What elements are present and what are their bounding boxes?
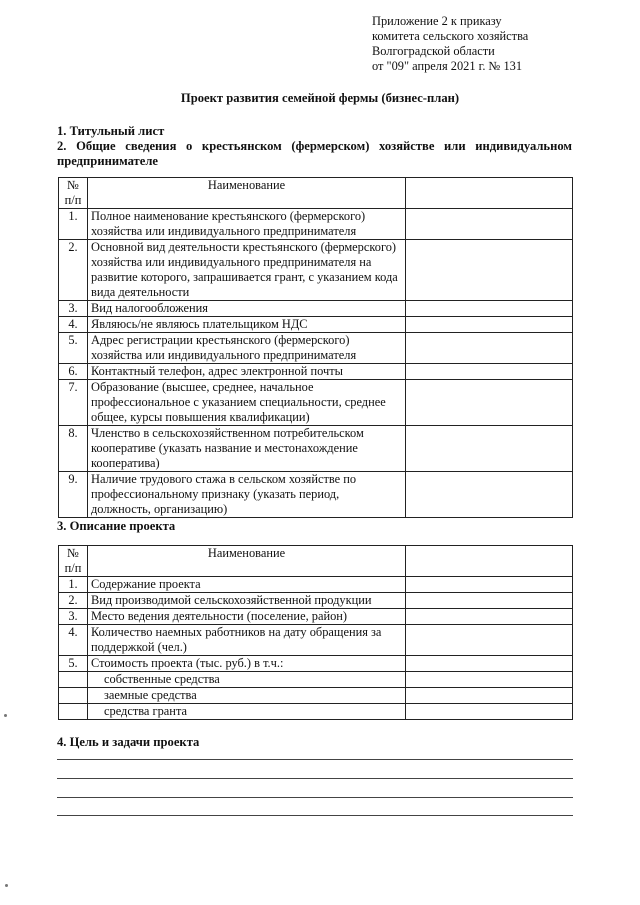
table-row: [59, 380, 573, 426]
table-row: [59, 317, 573, 333]
table-row: [59, 301, 573, 317]
appendix-note: [372, 14, 612, 74]
value-cell[interactable]: [406, 240, 573, 301]
section-project-description: 3. Описание проекта: [57, 519, 176, 533]
row-number: 2.: [59, 593, 88, 609]
table-row: [59, 704, 573, 720]
value-cell[interactable]: [406, 426, 573, 472]
row-label: Полное наименование крестьянского (фермерского) хозяйства или индивидуального предпринимателя: [88, 209, 406, 240]
general-info-table: [58, 177, 573, 518]
value-cell[interactable]: [406, 704, 573, 720]
row-label: Стоимость проекта (тыс. руб.) в т.ч.:: [88, 656, 406, 672]
project-description-table: [58, 545, 573, 720]
answer-line[interactable]: [57, 759, 573, 760]
value-cell[interactable]: [406, 625, 573, 656]
table-row: [59, 426, 573, 472]
row-number: 5.: [59, 656, 88, 672]
table-row: [59, 472, 573, 518]
row-label: Вид производимой сельскохозяйственной продукции: [88, 593, 406, 609]
value-header: [406, 178, 573, 209]
scan-speck: [4, 714, 7, 717]
row-number: 2.: [59, 240, 88, 301]
table-row: [59, 333, 573, 364]
value-cell[interactable]: [406, 609, 573, 625]
row-number: [59, 704, 88, 720]
row-label: Контактный телефон, адрес электронной почты: [88, 364, 406, 380]
table-row: [59, 672, 573, 688]
row-number: [59, 688, 88, 704]
value-cell[interactable]: [406, 333, 573, 364]
appendix-line: от "09" апреля 2021 г. № 131: [372, 59, 523, 73]
section-title-page: 1. Титульный лист: [57, 124, 165, 138]
answer-line[interactable]: [57, 778, 573, 779]
value-cell[interactable]: [406, 364, 573, 380]
name-header: Наименование: [88, 546, 406, 577]
row-number: 3.: [59, 301, 88, 317]
row-number: 8.: [59, 426, 88, 472]
value-cell[interactable]: [406, 317, 573, 333]
value-cell[interactable]: [406, 209, 573, 240]
row-number: [59, 672, 88, 688]
row-label: Количество наемных работников на дату обращения за поддержкой (чел.): [88, 625, 406, 656]
value-cell[interactable]: [406, 672, 573, 688]
appendix-line: Волгоградской области: [372, 44, 495, 58]
row-label: Наличие трудового стажа в сельском хозяйстве по профессиональному признаку (указать период, должность, организацию): [88, 472, 406, 518]
table-row: [59, 240, 573, 301]
row-label: средства гранта: [88, 704, 406, 720]
section-goals: 4. Цель и задачи проекта: [57, 735, 200, 749]
answer-line[interactable]: [57, 815, 573, 816]
row-number: 3.: [59, 609, 88, 625]
row-label: Членство в сельскохозяйственном потребительском кооперативе (указать название и местонахождение кооператива): [88, 426, 406, 472]
value-cell[interactable]: [406, 688, 573, 704]
section-general-info: 2. Общие сведения о крестьянском (фермерском) хозяйстве или индивидуальном предпринимателе: [57, 139, 572, 168]
table-row: [59, 688, 573, 704]
num-header: [59, 546, 88, 577]
row-label: Основной вид деятельности крестьянского (фермерского) хозяйства или индивидуального предпринимателя на развитие которого, запрашивается грант, с указанием кода вида деятельности: [88, 240, 406, 301]
name-header: Наименование: [88, 178, 406, 209]
num-header-line: п/п: [64, 561, 82, 575]
table-row: [59, 593, 573, 609]
row-number: 1.: [59, 209, 88, 240]
value-cell[interactable]: [406, 472, 573, 518]
num-header-line: №: [67, 178, 79, 192]
row-label: Содержание проекта: [88, 577, 406, 593]
value-cell[interactable]: [406, 380, 573, 426]
table-row: [59, 609, 573, 625]
value-cell[interactable]: [406, 593, 573, 609]
value-header: [406, 546, 573, 577]
row-number: 4.: [59, 317, 88, 333]
row-label: Являюсь/не являюсь плательщиком НДС: [88, 317, 406, 333]
value-cell[interactable]: [406, 656, 573, 672]
row-label: Адрес регистрации крестьянского (фермерского) хозяйства или индивидуального предпринимателя: [88, 333, 406, 364]
row-label: собственные средства: [88, 672, 406, 688]
table-header-row: [59, 546, 573, 577]
appendix-line: комитета сельского хозяйства: [372, 29, 529, 43]
num-header: [59, 178, 88, 209]
row-label: заемные средства: [88, 688, 406, 704]
row-number: 4.: [59, 625, 88, 656]
scan-speck: [5, 884, 8, 887]
appendix-line: Приложение 2 к приказу: [372, 14, 502, 28]
row-number: 6.: [59, 364, 88, 380]
table-row: [59, 625, 573, 656]
row-label: Вид налогообложения: [88, 301, 406, 317]
value-cell[interactable]: [406, 577, 573, 593]
table-row: [59, 364, 573, 380]
row-label: Образование (высшее, среднее, начальное профессиональное с указанием специальности, среднее общее, курсы повышения квалификации): [88, 380, 406, 426]
answer-line[interactable]: [57, 797, 573, 798]
row-number: 7.: [59, 380, 88, 426]
value-cell[interactable]: [406, 301, 573, 317]
row-label: Место ведения деятельности (поселение, район): [88, 609, 406, 625]
table-row: [59, 577, 573, 593]
table-header-row: [59, 178, 573, 209]
row-number: 1.: [59, 577, 88, 593]
document-title: Проект развития семейной фермы (бизнес-план): [180, 91, 460, 105]
table-row: [59, 656, 573, 672]
num-header-line: №: [67, 546, 79, 560]
row-number: 5.: [59, 333, 88, 364]
row-number: 9.: [59, 472, 88, 518]
table-row: [59, 209, 573, 240]
num-header-line: п/п: [64, 193, 82, 207]
